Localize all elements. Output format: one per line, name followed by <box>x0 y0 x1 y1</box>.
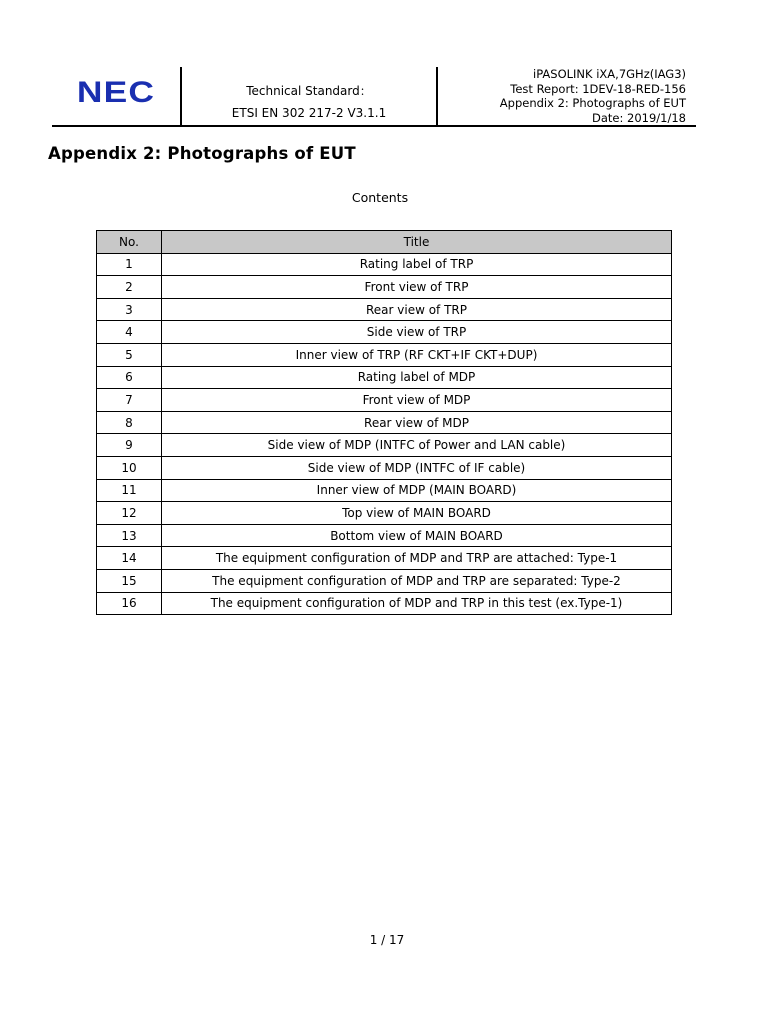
row-number: 2 <box>97 276 162 299</box>
document-header <box>52 66 696 126</box>
table-row <box>97 276 672 299</box>
row-title: The equipment configuration of MDP and TRP in this test (ex.Type-1) <box>162 592 672 615</box>
row-title: Bottom view of MAIN BOARD <box>162 524 672 547</box>
table-row <box>97 569 672 592</box>
row-title: The equipment configuration of MDP and TRP are separated: Type-2 <box>162 569 672 592</box>
contents-label: Contents <box>351 190 409 205</box>
table-row <box>97 298 672 321</box>
report-product: iPASOLINK iXA,7GHz(IAG3) <box>533 67 686 81</box>
nec-logo: NEC <box>76 76 156 109</box>
row-title: Side view of TRP <box>162 321 672 344</box>
page-title: Appendix 2: Photographs of EUT <box>48 144 356 163</box>
table-row <box>97 524 672 547</box>
row-number: 1 <box>97 253 162 276</box>
report-info <box>438 67 686 125</box>
report-date: Date: 2019/1/18 <box>592 110 686 125</box>
table-header-row <box>97 231 672 254</box>
table-row <box>97 502 672 525</box>
table-row <box>97 366 672 389</box>
table-row <box>97 592 672 615</box>
standard-value: ETSI EN 302 217-2 V3.1.1 <box>231 106 387 120</box>
row-title: Inner view of TRP (RF CKT+IF CKT+DUP) <box>162 343 672 366</box>
report-appendix: Appendix 2: Photographs of EUT <box>499 96 686 110</box>
row-number: 10 <box>97 456 162 479</box>
page-number: 1 / 17 <box>369 933 405 947</box>
row-number: 6 <box>97 366 162 389</box>
row-number: 5 <box>97 343 162 366</box>
table-row <box>97 253 672 276</box>
header-rule <box>52 125 696 127</box>
column-header-no: No. <box>97 231 162 254</box>
table-row <box>97 479 672 502</box>
row-title: Front view of TRP <box>162 276 672 299</box>
table-row <box>97 321 672 344</box>
row-number: 8 <box>97 411 162 434</box>
row-title: Top view of MAIN BOARD <box>162 502 672 525</box>
row-title: Rating label of TRP <box>162 253 672 276</box>
row-number: 14 <box>97 547 162 570</box>
row-number: 13 <box>97 524 162 547</box>
column-header-title: Title <box>162 231 672 254</box>
row-title: Rear view of TRP <box>162 298 672 321</box>
table-row <box>97 411 672 434</box>
row-number: 11 <box>97 479 162 502</box>
contents-table <box>96 230 672 615</box>
table-row <box>97 343 672 366</box>
row-number: 9 <box>97 434 162 457</box>
standard-label: Technical Standard： <box>246 84 372 98</box>
row-title: Side view of MDP (INTFC of IF cable) <box>162 456 672 479</box>
table-row <box>97 456 672 479</box>
row-title: The equipment configuration of MDP and TRP are attached: Type-1 <box>162 547 672 570</box>
table-row <box>97 547 672 570</box>
report-number: Test Report: 1DEV-18-RED-156 <box>510 81 686 96</box>
row-number: 3 <box>97 298 162 321</box>
row-title: Front view of MDP <box>162 389 672 412</box>
technical-standard <box>182 80 436 124</box>
table-row <box>97 434 672 457</box>
row-title: Inner view of MDP (MAIN BOARD) <box>162 479 672 502</box>
row-title: Rear view of MDP <box>162 411 672 434</box>
row-number: 16 <box>97 592 162 615</box>
row-number: 4 <box>97 321 162 344</box>
table-row <box>97 389 672 412</box>
row-number: 12 <box>97 502 162 525</box>
row-title: Side view of MDP (INTFC of Power and LAN cable) <box>162 434 672 457</box>
row-title: Rating label of MDP <box>162 366 672 389</box>
row-number: 15 <box>97 569 162 592</box>
row-number: 7 <box>97 389 162 412</box>
